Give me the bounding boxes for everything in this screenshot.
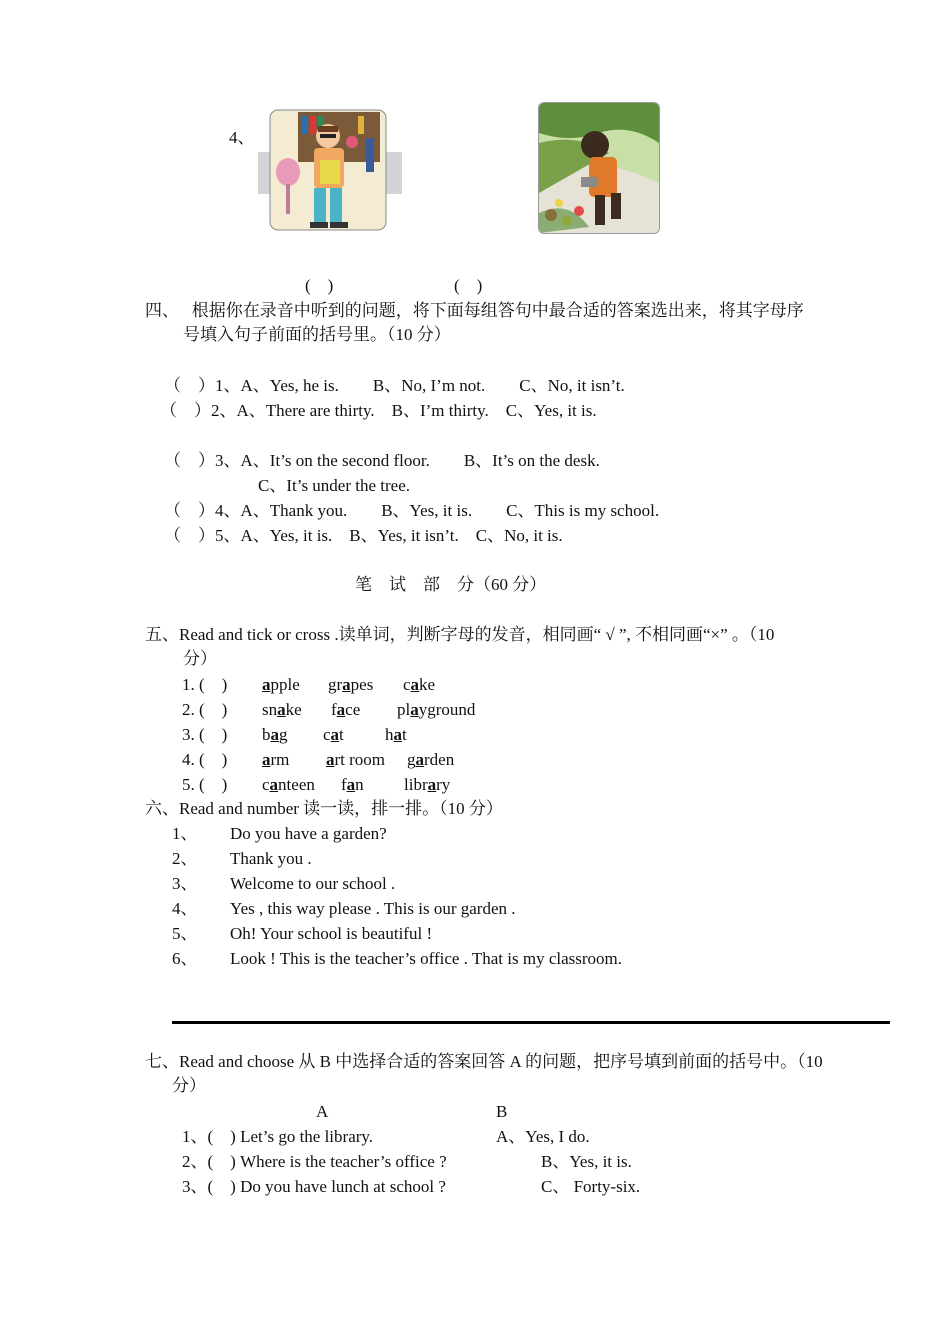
q4-answer-blank-right[interactable]: ( ): [454, 276, 483, 295]
word-3-3: hat: [385, 725, 407, 744]
section6-item-num: 3、: [172, 874, 198, 893]
section7-heading: 七、Read and choose 从 B 中选择合适的答案回答 A 的问题，把序号填到前面的括号中。（10: [145, 1052, 823, 1071]
column-a-header: A: [316, 1102, 329, 1121]
word-2-2: face: [331, 700, 361, 719]
shopping-girl-picture: [258, 108, 402, 232]
section4-heading-cont: 号填入句子前面的括号里。（10 分）: [183, 325, 451, 344]
section7-b-item-3: C、 Forty-six.: [541, 1177, 641, 1196]
section6-item-num: 6、: [172, 949, 198, 968]
section5-row-num: 3. ( ): [182, 725, 228, 744]
section5-row-num: 4. ( ): [182, 750, 228, 769]
word-3-1: bag: [262, 725, 288, 744]
watering-flowers-picture: [538, 102, 660, 234]
word-5-3: library: [404, 775, 451, 794]
word-3-2: cat: [323, 725, 344, 744]
section7-a-item-3: 3、( ) Do you have lunch at school ?: [182, 1177, 446, 1196]
word-1-2: grapes: [328, 675, 374, 694]
column-b-header: B: [496, 1102, 508, 1121]
section6-item-text: Oh! Your school is beautiful !: [230, 924, 433, 943]
word-4-2: art room: [326, 750, 386, 769]
section6-item-text: Thank you .: [230, 849, 312, 868]
section6-item-num: 4、: [172, 899, 198, 918]
word-5-2: fan: [341, 775, 364, 794]
section6-item-text: Look ! This is the teacher’s office . That is my classroom.: [230, 949, 623, 968]
q4-answer-blank-left[interactable]: ( ): [305, 276, 334, 295]
section5-row-num: 2. ( ): [182, 700, 228, 719]
q4-number: 4、: [229, 128, 255, 147]
section6-item-text: Yes , this way please . This is our garden .: [230, 899, 516, 918]
section5-heading-cont: 分）: [183, 649, 217, 668]
section7-a-item-2: 2、( ) Where is the teacher’s office ?: [182, 1152, 447, 1171]
section7-b-item-1: A、Yes, I do.: [496, 1127, 590, 1146]
section7-heading-cont: 分）: [172, 1076, 206, 1095]
word-2-3: playground: [397, 700, 476, 719]
section4-heading: 四、 根据你在录音中听到的问题，将下面每组答句中最合适的答案选出来，将其字母序: [145, 301, 804, 320]
section6-item-num: 2、: [172, 849, 198, 868]
section4-item-3: （ ）3、A、It’s on the second floor. B、It’s on the desk.: [164, 451, 600, 470]
section4-item-2: （ ）2、A、There are thirty. B、I’m thirty. C、Yes, it is.: [160, 401, 597, 420]
section6-item-num: 1、: [172, 824, 198, 843]
section4-item-1: （ ）1、A、Yes, he is. B、No, I’m not. C、No, it isn’t.: [164, 376, 625, 395]
section4-item-3-cont: C、It’s under the tree.: [258, 476, 411, 495]
word-4-1: arm: [262, 750, 290, 769]
word-1-3: cake: [403, 675, 436, 694]
section4-item-4: （ ）4、A、Thank you. B、Yes, it is. C、This is my school.: [164, 501, 660, 520]
section6-item-text: Welcome to our school .: [230, 874, 396, 893]
section5-heading: 五、Read and tick or cross .读单词，判断字母的发音，相同画“ √ ”, 不相同画“×” 。（10: [145, 625, 775, 644]
word-1-1: apple: [262, 675, 300, 694]
section6-item-text: Do you have a garden?: [230, 824, 387, 843]
written-part-title: 笔 试 部 分（60 分）: [355, 575, 547, 594]
word-4-3: garden: [407, 750, 455, 769]
word-2-1: snake: [262, 700, 302, 719]
section6-item-num: 5、: [172, 924, 198, 943]
answer-line: [172, 1021, 890, 1024]
section5-row-num: 1. ( ): [182, 675, 228, 694]
section7-b-item-2: B、Yes, it is.: [541, 1152, 632, 1171]
section6-heading: 六、Read and number 读一读，排一排。（10 分）: [145, 799, 503, 818]
section7-a-item-1: 1、( ) Let’s go the library.: [182, 1127, 374, 1146]
section5-row-num: 5. ( ): [182, 775, 228, 794]
word-5-1: canteen: [262, 775, 315, 794]
section4-item-5: （ ）5、A、Yes, it is. B、Yes, it isn’t. C、No, it is.: [164, 526, 563, 545]
